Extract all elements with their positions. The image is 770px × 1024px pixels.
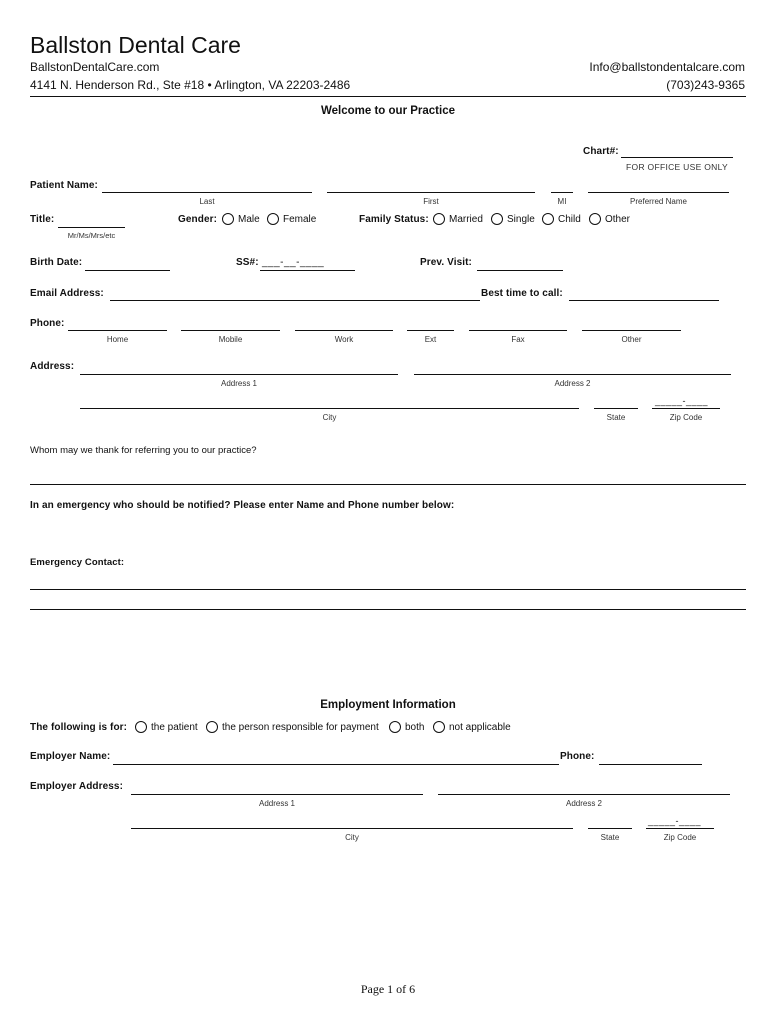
email-label: Email Address: [30,288,104,299]
status-other-label: Other [605,214,631,225]
office-use-note: FOR OFFICE USE ONLY [626,162,728,172]
phone-label: Phone: [30,318,65,329]
practice-phone: (703)243-9365 [666,78,745,92]
status-child-radio[interactable] [542,213,554,225]
address1-field[interactable] [80,374,398,375]
gender-female-label: Female [283,214,317,225]
patient-name-label: Patient Name: [30,180,98,191]
emergency-contact-label: Emergency Contact: [30,557,125,568]
address1-caption: Address 1 [220,379,258,388]
employer-address-label: Employer Address: [30,781,124,792]
employer-zip-caption: Zip Code [663,833,697,842]
state-field[interactable] [594,408,638,409]
gender-male-radio[interactable] [222,213,234,225]
address2-field[interactable] [414,374,731,375]
employer-address2-field[interactable] [438,794,730,795]
fax-field[interactable] [469,330,567,331]
chart-label: Chart#: [583,146,619,157]
employer-zip-field[interactable] [646,828,714,829]
status-married-label: Married [449,214,483,225]
last-name-field[interactable] [102,192,312,193]
state-caption: State [606,413,626,422]
emergency-contact-field-1[interactable] [30,589,746,590]
status-single-label: Single [507,214,535,225]
gender-male-label: Male [238,214,260,225]
employment-for-label: The following is for: [30,722,128,733]
first-name-caption: First [423,197,439,206]
emergency-prompt: In an emergency who should be notified? Please enter Name and Phone number below: [30,500,455,511]
zip-caption: Zip Code [669,413,703,422]
title-field[interactable] [58,227,125,228]
mi-caption: MI [557,197,567,206]
practice-address: 4141 N. Henderson Rd., Ste #18 • Arlington, VA 22203-2486 [30,78,351,92]
work-caption: Work [334,335,354,344]
employer-address1-field[interactable] [131,794,423,795]
gender-female-radio[interactable] [267,213,279,225]
title-hint: Mr/Ms/Mrs/etc [67,231,116,240]
employment-title: Employment Information [320,699,456,711]
ssn-field[interactable] [260,270,355,271]
ssn-label: SS#: [236,257,259,268]
practice-name: Ballston Dental Care [30,32,241,58]
employer-phone-label: Phone: [560,751,595,762]
employer-name-label: Employer Name: [30,751,111,762]
ssn-format: ___-__-____ [262,257,325,268]
status-other-radio[interactable] [589,213,601,225]
for-responsible-radio[interactable] [206,721,218,733]
family-status-label: Family Status: [359,214,429,225]
employer-city-caption: City [345,833,359,842]
employer-address2-caption: Address 2 [565,799,603,808]
status-married-radio[interactable] [433,213,445,225]
for-not-applicable-label: not applicable [449,722,511,733]
header-divider [30,96,746,97]
for-responsible-label: the person responsible for payment [222,722,379,733]
status-single-radio[interactable] [491,213,503,225]
prev-visit-field[interactable] [477,270,563,271]
birth-date-label: Birth Date: [30,257,83,268]
best-time-field[interactable] [569,300,719,301]
city-field[interactable] [80,408,579,409]
employer-phone-field[interactable] [599,764,702,765]
ext-caption: Ext [424,335,437,344]
other-caption: Other [621,335,642,344]
preferred-name-caption: Preferred Name [630,197,687,206]
city-caption: City [322,413,337,422]
emergency-contact-field-2[interactable] [30,609,746,610]
employer-city-field[interactable] [131,828,573,829]
contact-email: Info@ballstondentalcare.com [589,60,745,74]
website: BallstonDentalCare.com [30,60,160,74]
prev-visit-label: Prev. Visit: [420,257,472,268]
first-name-field[interactable] [327,192,535,193]
employer-state-caption: State [600,833,620,842]
for-not-applicable-radio[interactable] [433,721,445,733]
referral-field[interactable] [30,484,746,485]
ext-field[interactable] [407,330,454,331]
for-both-label: both [405,722,425,733]
page-number: Page 1 of 6 [360,982,416,996]
other-phone-field[interactable] [582,330,681,331]
address-label: Address: [30,361,75,372]
home-phone-field[interactable] [68,330,167,331]
for-patient-radio[interactable] [135,721,147,733]
address2-caption: Address 2 [554,379,591,388]
fax-caption: Fax [511,335,525,344]
last-name-caption: Last [199,197,215,206]
preferred-name-field[interactable] [588,192,729,193]
zip-field[interactable] [652,408,720,409]
status-child-label: Child [558,214,581,225]
best-time-label: Best time to call: [481,288,563,299]
title-label: Title: [30,214,55,225]
for-both-radio[interactable] [389,721,401,733]
mobile-caption: Mobile [218,335,243,344]
mobile-phone-field[interactable] [181,330,280,331]
email-field[interactable] [110,300,480,301]
welcome-title: Welcome to our Practice [321,105,455,117]
mi-field[interactable] [551,192,573,193]
employer-state-field[interactable] [588,828,632,829]
home-caption: Home [106,335,129,344]
employer-address1-caption: Address 1 [258,799,296,808]
work-phone-field[interactable] [295,330,393,331]
gender-label: Gender: [178,214,218,225]
employer-name-field[interactable] [113,764,559,765]
employer-zip-format: _____-____ [648,816,702,826]
for-patient-label: the patient [151,722,198,733]
chart-field[interactable] [621,157,733,158]
birth-date-field[interactable] [85,270,170,271]
referral-question: Whom may we thank for referring you to our practice? [30,445,257,456]
zip-format: _____-____ [655,396,709,406]
